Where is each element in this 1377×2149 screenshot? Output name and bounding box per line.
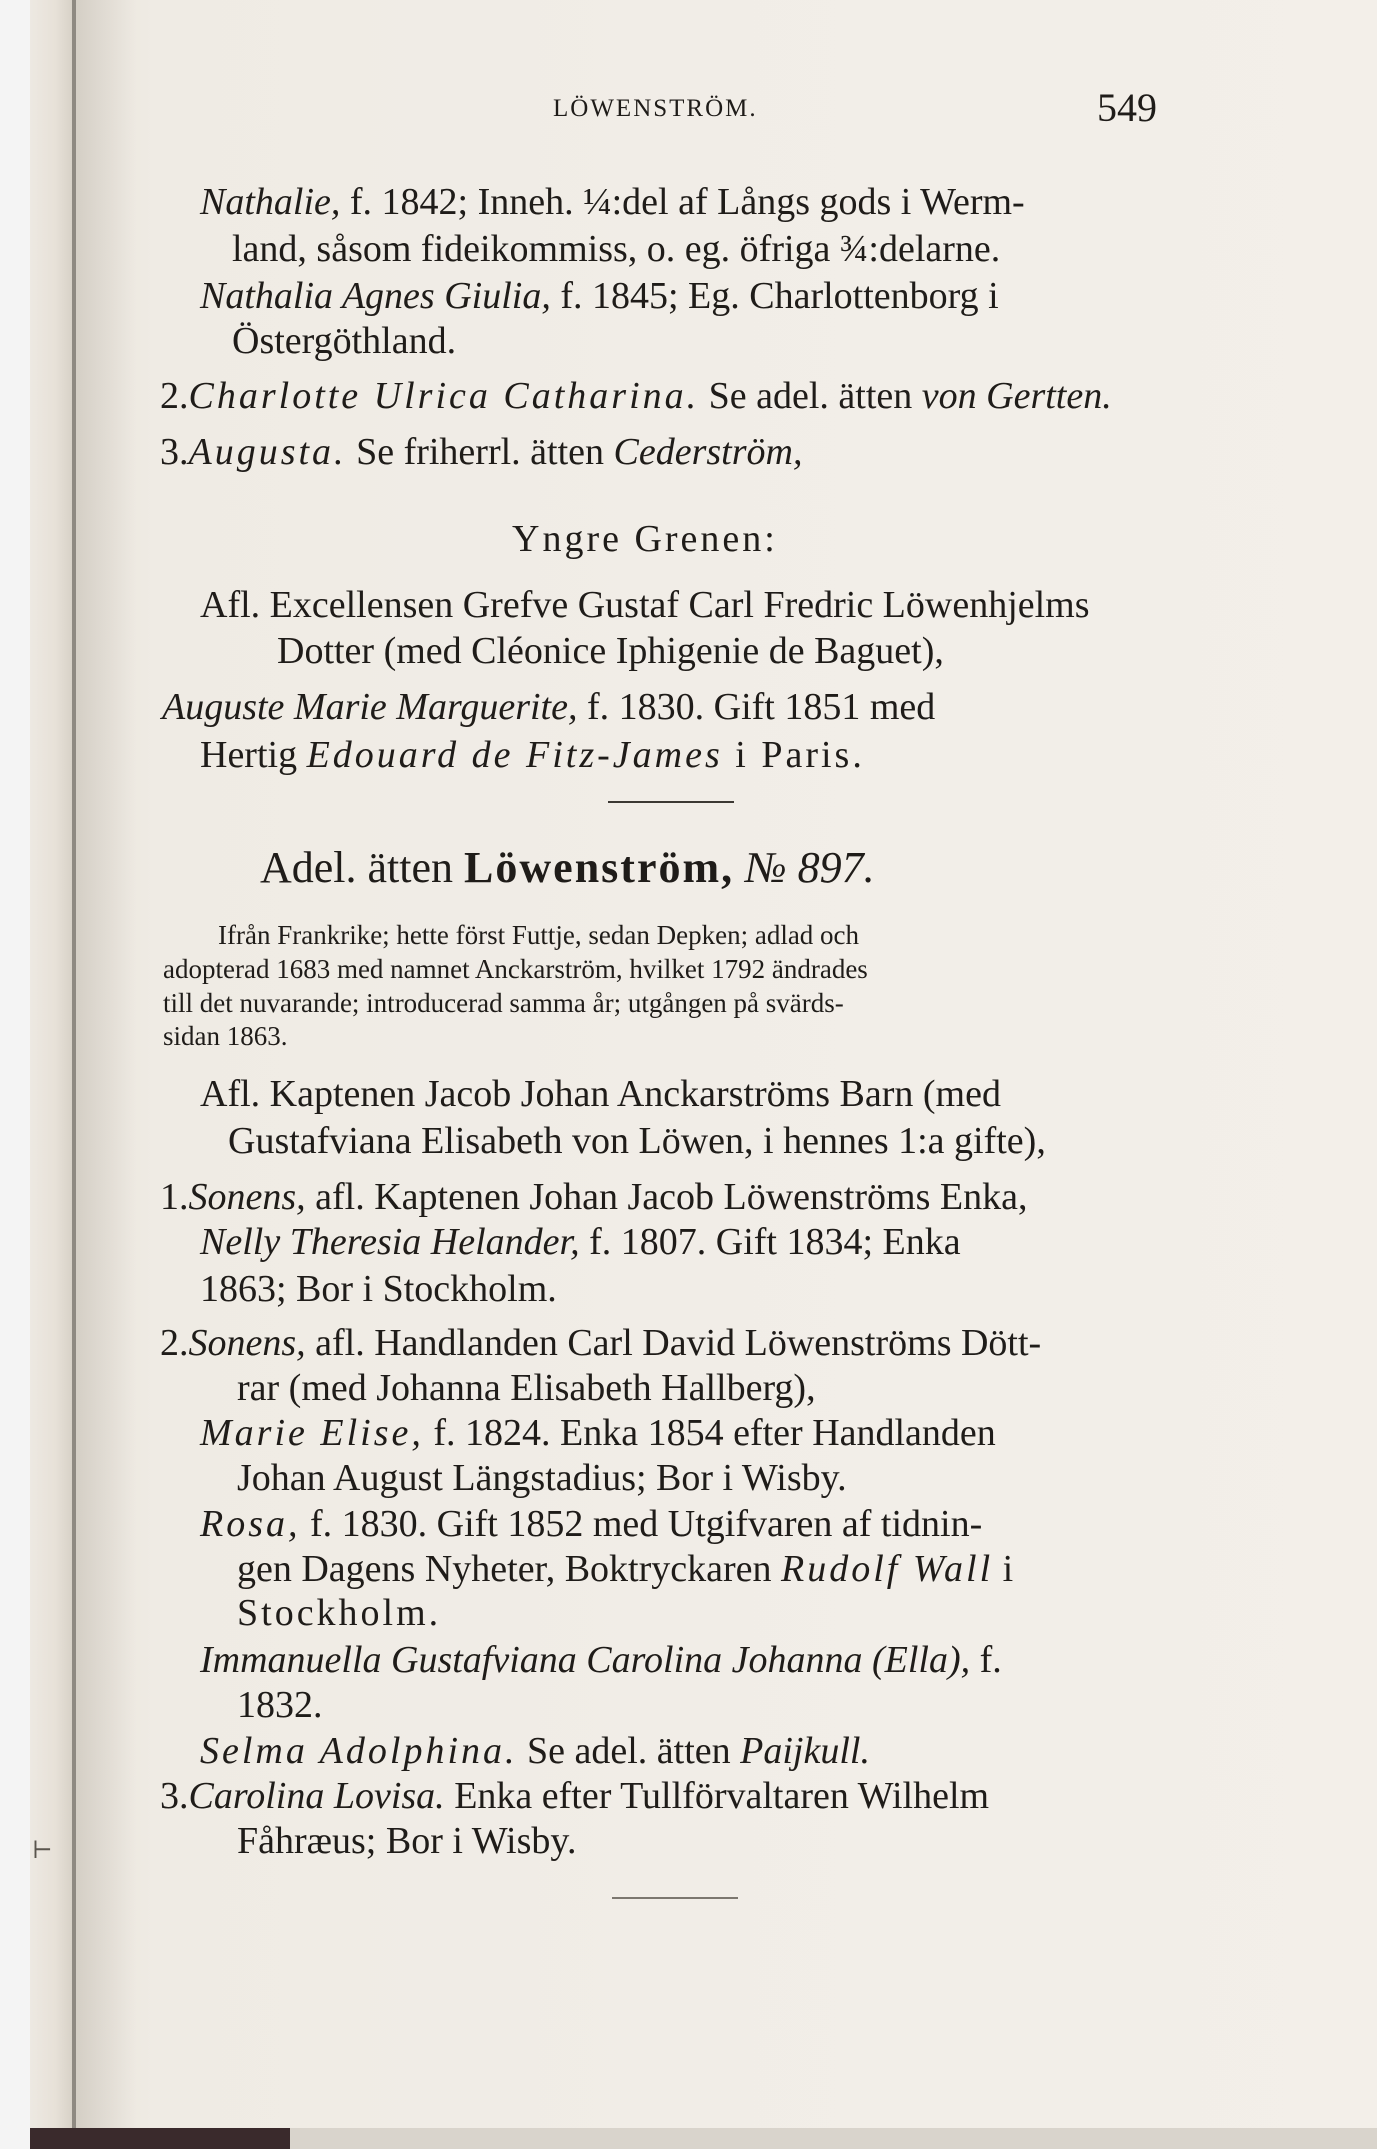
text-line	[200, 1732, 870, 1770]
text-line	[200, 183, 1025, 221]
text-line	[237, 1686, 323, 1724]
family-heading	[260, 843, 875, 892]
section-heading: Yngre Grenen:	[512, 518, 778, 560]
page-number: 549	[1097, 85, 1157, 130]
intro-line: Ifrån Frankrike; hette först Futtje, sedan Depken; adlad och	[218, 920, 860, 950]
text-line	[200, 586, 1090, 624]
text-line	[228, 1122, 1046, 1160]
text-line	[237, 1369, 816, 1407]
bottom-separator-rule	[612, 1897, 738, 1899]
line-part: Charlotte Ulrica Catharina.	[188, 375, 700, 417]
line-part: von Gertten.	[921, 375, 1112, 417]
text-line	[277, 632, 944, 670]
text-line	[200, 736, 865, 774]
line-part: Afl. Kaptenen Jacob Johan Anckarströms Barn (med	[200, 1073, 1001, 1115]
line-part: Sonens,	[188, 1176, 306, 1218]
line-part: land, såsom fideikommiss, o. eg. öfriga ¾:delarne.	[232, 228, 1001, 270]
line-part: 2.	[160, 1322, 189, 1364]
running-head: LÖWENSTRÖM.	[553, 95, 758, 122]
line-part: f. 1807. Gift 1834; Enka	[579, 1221, 961, 1263]
line-part: Marie Elise,	[200, 1412, 424, 1454]
family-title-prefix: Adel. ätten	[260, 843, 454, 892]
line-part: Stockholm.	[237, 1592, 442, 1634]
text-line	[160, 1178, 1027, 1216]
line-part: Nathalia Agnes Giulia,	[200, 275, 551, 317]
text-line	[200, 277, 999, 315]
line-part: Hertig	[200, 734, 307, 776]
line-part: f. 1845; Eg. Charlottenborg i	[550, 275, 999, 317]
bottom-edge	[30, 2128, 1377, 2149]
text-line	[160, 1324, 1041, 1362]
line-part: f. 1830. Gift 1852 med Utgifvaren af tidnin-	[300, 1503, 983, 1545]
line-part: Paijkull.	[740, 1730, 870, 1772]
line-part: 2.	[160, 375, 189, 417]
line-part: i Paris.	[722, 734, 865, 776]
line-part: Rosa,	[200, 1503, 301, 1545]
text-line	[160, 377, 1112, 415]
intro-line: adopterad 1683 med namnet Anckarström, hvilket 1792 ändrades	[163, 954, 868, 984]
line-part: Augusta.	[188, 431, 347, 473]
line-part: Se friherrl. ätten	[346, 431, 614, 473]
line-part: Se adel. ätten	[517, 1730, 741, 1772]
text-line	[237, 1822, 576, 1860]
bottom-cover-edge	[30, 2128, 290, 2149]
text-line	[162, 688, 935, 726]
line-part: 1.	[160, 1176, 189, 1218]
line-part: gen Dagens Nyheter, Boktryckaren	[237, 1548, 782, 1590]
text-line	[237, 1550, 1013, 1588]
line-part: Fåhræus; Bor i Wisby.	[237, 1820, 577, 1862]
line-part: Auguste Marie Marguerite,	[162, 686, 578, 728]
line-part: 3.	[160, 1775, 189, 1817]
line-part: Afl. Excellensen Grefve Gustaf Carl Fredric Löwenhjelms	[200, 584, 1090, 626]
line-part: Östergöthland.	[232, 320, 457, 362]
previous-page-edge	[30, 0, 72, 2149]
line-part: f. 1824. Enka 1854 efter Handlanden	[423, 1412, 996, 1454]
line-part: i	[993, 1548, 1014, 1590]
text-line	[200, 1414, 996, 1452]
line-part: Se adel. ätten	[699, 375, 922, 417]
line-part: Edouard de Fitz-James	[306, 734, 723, 776]
line-part: 1863; Bor i Stockholm.	[200, 1268, 557, 1310]
text-line	[237, 1459, 847, 1497]
text-line	[232, 322, 456, 360]
line-part: 1832.	[237, 1684, 323, 1726]
text-line	[160, 1777, 989, 1815]
line-part: afl. Kaptenen Johan Jacob Löwenströms Enka,	[305, 1176, 1028, 1218]
margin-mark: ⊢	[32, 1838, 53, 1864]
line-part: Sonens,	[188, 1322, 306, 1364]
gutter-shadow	[76, 0, 136, 2149]
line-part: f. 1830. Gift 1851 med	[577, 686, 936, 728]
line-part: Selma Adolphina.	[200, 1730, 518, 1772]
line-part: Cederström,	[613, 431, 803, 473]
text-line	[200, 1641, 1002, 1679]
intro-line: till det nuvarande; introducerad samma år; utgången på svärds-	[163, 988, 844, 1018]
text-line	[200, 1270, 557, 1308]
intro-line: sidan 1863.	[163, 1021, 288, 1051]
line-part: Enka efter Tullförvaltaren Wilhelm	[444, 1775, 990, 1817]
text-line	[237, 1594, 441, 1632]
family-title-number: № 897.	[745, 843, 875, 892]
text-line	[160, 433, 802, 471]
text-line	[200, 1223, 961, 1261]
gutter-line	[72, 0, 76, 2149]
line-part: Rudolf Wall	[781, 1548, 994, 1590]
line-part: Dotter (med Cléonice Iphigenie de Baguet),	[277, 630, 944, 672]
line-part: Immanuella Gustafviana Carolina Johanna (Ella),	[200, 1639, 971, 1681]
separator-rule	[608, 801, 734, 803]
line-part: 3.	[160, 431, 189, 473]
line-part: Carolina Lovisa.	[188, 1775, 445, 1817]
text-line	[232, 230, 1000, 268]
line-part: Gustafviana Elisabeth von Löwen, i hennes 1:a gifte),	[228, 1120, 1046, 1162]
line-part: rar (med Johanna Elisabeth Hallberg),	[237, 1367, 816, 1409]
line-part: f.	[970, 1639, 1002, 1681]
family-title-name: Löwenström,	[464, 843, 735, 892]
text-line	[200, 1505, 982, 1543]
line-part: f. 1842; Inneh. ¼:del af Långs gods i Werm-	[340, 181, 1025, 223]
line-part: Nelly Theresia Helander,	[200, 1221, 580, 1263]
text-line	[200, 1075, 1001, 1113]
line-part: Johan August Längstadius; Bor i Wisby.	[237, 1457, 847, 1499]
line-part: afl. Handlanden Carl David Löwenströms Dött-	[305, 1322, 1042, 1364]
line-part: Nathalie,	[200, 181, 341, 223]
